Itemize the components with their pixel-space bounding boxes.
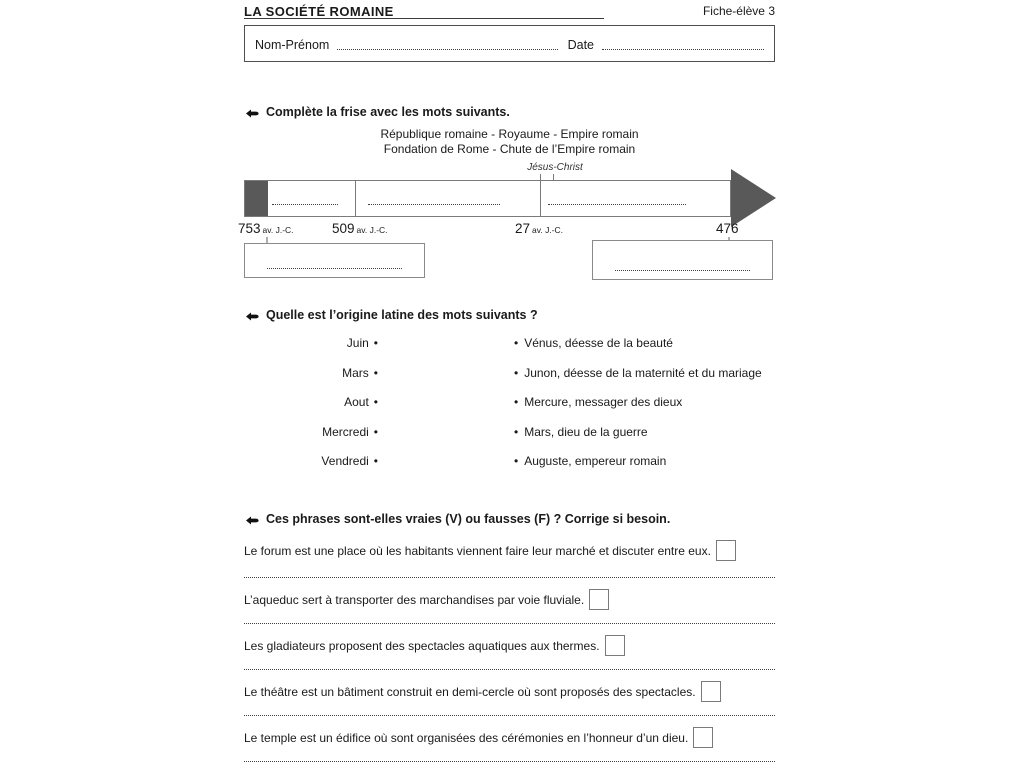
timeline-answer-box-end[interactable] xyxy=(592,240,773,280)
match-left-column xyxy=(244,337,378,485)
name-input-line[interactable] xyxy=(337,37,557,50)
match-bullet[interactable]: • xyxy=(514,395,519,409)
hand-pointer-icon xyxy=(246,311,259,322)
timeline-date-753 xyxy=(238,221,294,236)
vf-checkbox-3[interactable] xyxy=(605,635,625,656)
match-right-item xyxy=(514,426,762,439)
match-bullet[interactable]: • xyxy=(514,424,519,439)
name-label: Nom-Prénom xyxy=(255,38,330,52)
timeline-answer-line-3[interactable] xyxy=(548,204,686,205)
statement-text: Le forum est une place où les habitants viennent faire leur marché et discuter entre eux. xyxy=(244,543,711,558)
correction-line-1[interactable] xyxy=(244,577,775,578)
word-bank xyxy=(244,127,775,156)
match-left-item xyxy=(244,367,378,380)
date-label: Date xyxy=(567,38,594,52)
era-suffix: av. J.-C. xyxy=(532,225,564,235)
timeline-answer-line-2[interactable] xyxy=(368,204,500,205)
year-value: 509 xyxy=(332,221,355,236)
match-definition: Mars, dieu de la guerre xyxy=(524,424,648,439)
page-title: LA SOCIÉTÉ ROMAINE xyxy=(244,4,394,19)
match-left-item xyxy=(244,426,378,439)
statement-text: Le théâtre est un bâtiment construit en demi-cercle où sont proposés des spectacles. xyxy=(244,684,696,699)
title-underline xyxy=(244,18,604,19)
match-word: Vendredi xyxy=(321,454,369,468)
timeline-date-509 xyxy=(332,221,388,236)
correction-line-3[interactable] xyxy=(244,669,775,670)
timeline-bar xyxy=(244,180,731,217)
match-word: Juin xyxy=(346,336,369,350)
exercise3-instruction: Ces phrases sont-elles vraies (V) ou fausses (F) ? Corrige si besoin. xyxy=(266,512,671,526)
match-definition: Vénus, déesse de la beauté xyxy=(524,336,673,350)
timeline-divider-509 xyxy=(355,181,356,216)
match-definition: Junon, déesse de la maternité et du mariage xyxy=(524,365,762,380)
timeline-start-block xyxy=(245,181,268,216)
jesus-christ-label: Jésus-Christ xyxy=(527,162,583,173)
match-left-item xyxy=(244,396,378,409)
vf-checkbox-5[interactable] xyxy=(693,727,713,748)
correction-line-4[interactable] xyxy=(244,715,775,716)
match-word: Mercredi xyxy=(322,424,369,439)
year-value: 27 xyxy=(515,221,531,236)
match-left-item xyxy=(244,455,378,468)
match-bullet[interactable]: • xyxy=(514,365,519,380)
match-word: Mars xyxy=(342,365,369,380)
statement-row-3 xyxy=(244,635,625,656)
word-bank-line-2: Fondation de Rome - Chute de l’Empire romain xyxy=(383,141,636,156)
era-suffix: av. J.-C. xyxy=(356,225,388,235)
match-bullet[interactable]: • xyxy=(373,424,378,439)
timeline-date-476 xyxy=(716,221,741,236)
era-suffix: av. J.-C. xyxy=(262,225,294,235)
match-right-column xyxy=(514,337,762,485)
statement-text: Le temple est un édifice où sont organisées des cérémonies en l’honneur d’un dieu. xyxy=(244,730,689,745)
hand-pointer-icon xyxy=(246,108,259,119)
match-word: Aout xyxy=(344,395,369,409)
year-value: 753 xyxy=(238,221,261,236)
statement-row-2 xyxy=(244,589,609,610)
correction-line-2[interactable] xyxy=(244,623,775,624)
match-definition: Mercure, messager des dieux xyxy=(524,395,683,409)
year-value: 476 xyxy=(716,221,739,236)
match-bullet[interactable]: • xyxy=(373,454,378,468)
match-right-item xyxy=(514,367,762,380)
answer-box-line[interactable] xyxy=(615,270,750,271)
jesus-christ-tick xyxy=(553,174,554,181)
match-bullet[interactable]: • xyxy=(514,454,519,468)
answer-box-line[interactable] xyxy=(267,268,402,269)
vf-checkbox-2[interactable] xyxy=(589,589,609,610)
vf-checkbox-1[interactable] xyxy=(716,540,736,561)
match-bullet[interactable]: • xyxy=(373,395,378,409)
match-right-item xyxy=(514,455,762,468)
name-date-box xyxy=(244,25,775,62)
match-bullet[interactable]: • xyxy=(373,336,378,350)
statement-row-5 xyxy=(244,727,713,748)
timeline-divider-27 xyxy=(540,174,541,216)
statement-text: L’aqueduc sert à transporter des marchandises par voie fluviale. xyxy=(244,592,585,607)
timeline-answer-line-1[interactable] xyxy=(272,204,338,205)
statement-row-4 xyxy=(244,681,721,702)
sheet-label: Fiche-élève 3 xyxy=(702,4,775,18)
hand-pointer-icon xyxy=(246,515,259,526)
correction-line-5[interactable] xyxy=(244,761,775,762)
statement-row-1 xyxy=(244,540,736,561)
match-left-item xyxy=(244,337,378,350)
match-right-item xyxy=(514,396,762,409)
exercise1-instruction: Complète la frise avec les mots suivants. xyxy=(266,105,510,119)
vf-checkbox-4[interactable] xyxy=(701,681,721,702)
date-input-line[interactable] xyxy=(602,37,764,50)
timeline-answer-box-start[interactable] xyxy=(244,243,425,278)
match-right-item xyxy=(514,337,762,350)
match-bullet[interactable]: • xyxy=(514,336,519,350)
match-definition: Auguste, empereur romain xyxy=(524,454,667,468)
timeline-arrowhead-icon xyxy=(731,169,776,227)
exercise2-instruction: Quelle est l’origine latine des mots suivants ? xyxy=(266,308,538,322)
word-bank-line-1: République romaine - Royaume - Empire romain xyxy=(380,127,639,141)
statement-text: Les gladiateurs proposent des spectacles aquatiques aux thermes. xyxy=(244,638,600,653)
match-bullet[interactable]: • xyxy=(373,365,378,380)
timeline-date-27 xyxy=(515,221,563,236)
